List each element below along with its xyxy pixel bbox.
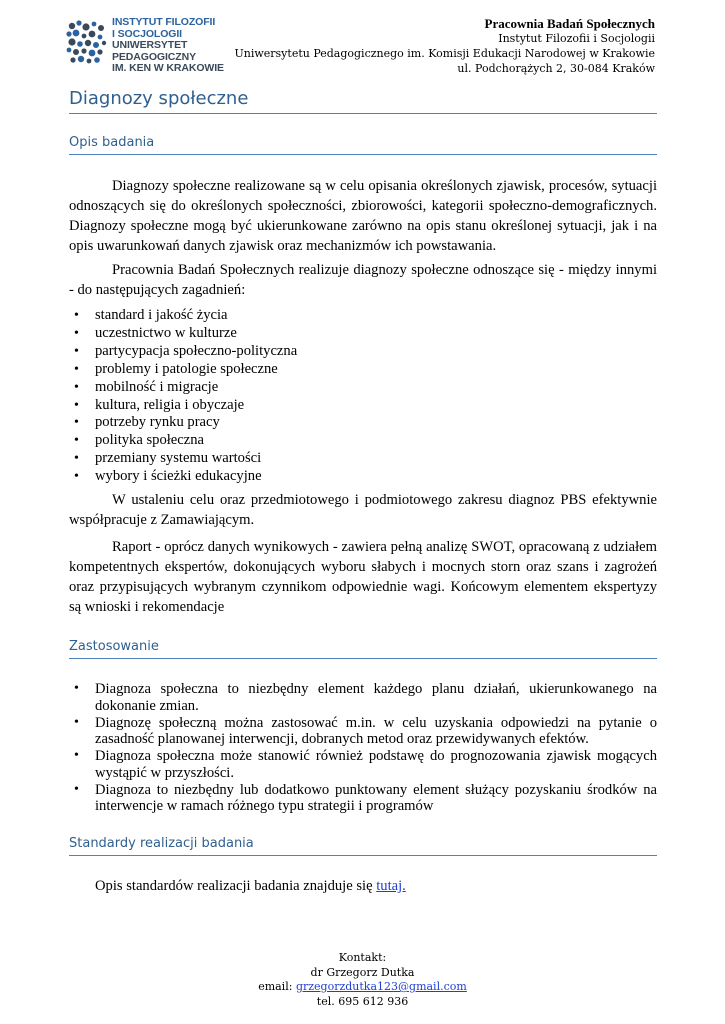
list-item: • kultura, religia i obyczaje (69, 397, 657, 415)
topics-list (69, 307, 657, 486)
list-item: • mobilność i migracje (69, 379, 657, 397)
list-item: • uczestnictwo w kulturze (69, 325, 657, 343)
university-logo-icon (64, 18, 108, 68)
footer-contact (0, 951, 725, 1009)
footer-email-line (0, 980, 725, 995)
section-title-standardy: Standardy realizacji badania (69, 836, 657, 856)
footer-phone: tel. 695 612 936 (316, 994, 409, 1008)
list-item: • Diagnozę społeczną można zastosować m.in. w celu uzyskania odpowiedzi na pytanie o zasadność planowanej interwencji, dobranych metod oraz przewidywanych efektów. (69, 715, 657, 748)
list-item: • przemiany systemu wartości (69, 450, 657, 468)
list-item: • potrzeby rynku pracy (69, 414, 657, 432)
applications-list (69, 681, 657, 815)
footer-email-link[interactable]: grzegorzdutka123@gmail.com (295, 980, 467, 993)
standards-text: Opis standardów realizacji badania znajduje się (95, 878, 377, 894)
standards-paragraph (69, 876, 657, 896)
list-item: • polityka społeczna (69, 432, 657, 450)
opis-paragraph-4: Raport - oprócz danych wynikowych - zawiera pełną analizę SWOT, opracowaną z udziałem kompetentnych ekspertów, dokonujących wyboru słabych i mocnych storn oraz szans i zagrożeń oraz przypisujących wybranym czynnikom odpowiednie wagi. Końcowym elementem ekspertyzy są wnioski i rekomendacje (69, 539, 657, 615)
logo-line-1: INSTYTUT FILOZOFII (112, 16, 216, 28)
list-item: • wybory i ścieżki edukacyjne (69, 468, 657, 486)
header-university: Uniwersytetu Pedagogicznego im. Komisji Edukacji Narodowej w Krakowie (234, 47, 655, 60)
footer-contact-label: Kontakt: (338, 951, 387, 964)
page-title: Diagnozy społeczne (69, 88, 657, 114)
opis-paragraph-3: W ustaleniu celu oraz przedmiotowego i podmiotowego zakresu diagnoz PBS efektywnie współpracuje z Zamawiającym. (69, 492, 657, 528)
list-item: • standard i jakość życia (69, 307, 657, 325)
list-item: • partycypacja społeczno-polityczna (69, 343, 657, 361)
standards-link[interactable]: tutaj. (376, 878, 406, 894)
section-title-opis: Opis badania (69, 135, 657, 155)
list-item: • Diagnoza społeczna może stanowić również podstawę do prognozowania zjawisk mogących wystąpić w przyszłości. (69, 748, 657, 781)
footer-contact-name: dr Grzegorz Dutka (310, 965, 415, 979)
header-address (234, 16, 655, 76)
logo-line-2: I SOCJOLOGII (112, 27, 182, 40)
opis-paragraph-1: Diagnozy społeczne realizowane są w celu opisania określonych zjawisk, procesów, sytuacji odnoszących się do określonych społeczności, zbiorowości, kategorii społeczno-demograficznych. Diagnozy społeczne mogą być ukierunkowane zarówno na opis stanu określonej sytuacji, jak i na opis uwarunkowań danych zjawisk oraz mechanizmów ich powstawania. (69, 178, 657, 254)
footer-email-label: email: (258, 980, 296, 993)
list-item: • Diagnoza społeczna to niezbędny element każdego planu działań, ukierunkowanego na dokonanie zmian. (69, 681, 657, 714)
logo-line-4: IM. KEN W KRAKOWIE (112, 62, 224, 74)
opis-paragraph-2: Pracownia Badań Społecznych realizuje diagnozy społeczne odnoszące się - między innymi - do następujących zagadnień: (69, 262, 657, 298)
list-item: • Diagnoza to niezbędny lub dodatkowo punktowany element służący pozyskaniu środków na interwencje w ramach różnego typu strategii i programów (69, 782, 657, 815)
logo-line-3: UNIWERSYTET PEDAGOGICZNY (112, 39, 196, 63)
list-item: • problemy i patologie społeczne (69, 361, 657, 379)
header-lab-name: Pracownia Badań Społecznych (484, 16, 655, 31)
header-institute: Instytut Filozofii i Socjologii (498, 32, 655, 45)
header-street: ul. Podchorążych 2, 30-084 Kraków (457, 62, 655, 75)
institute-logo (64, 14, 260, 74)
section-title-zastosowanie: Zastosowanie (69, 639, 657, 659)
